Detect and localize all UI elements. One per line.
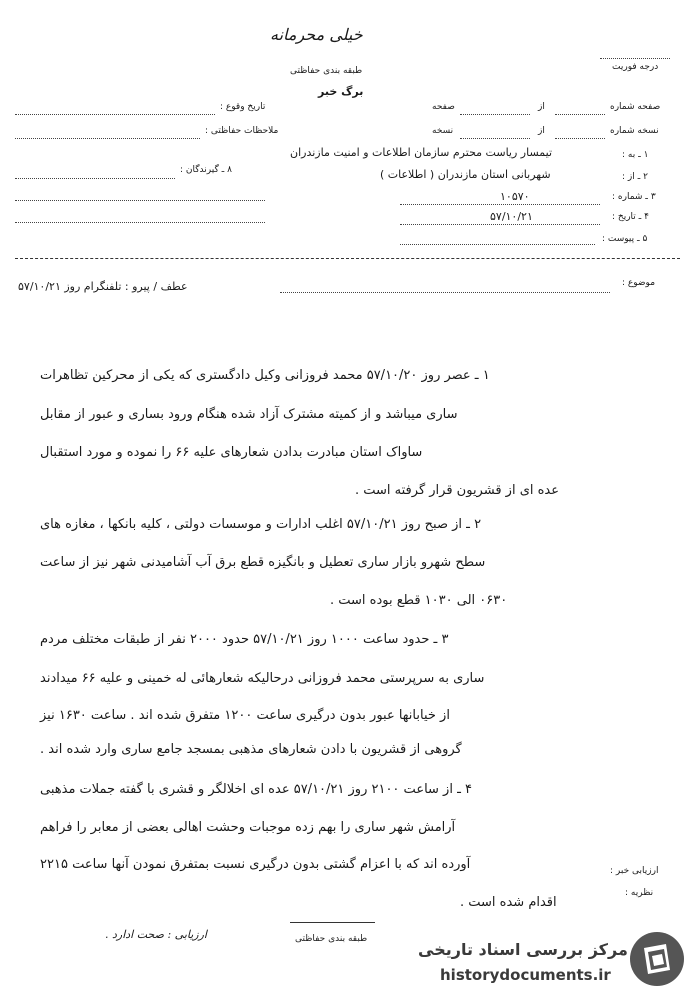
body-line-5: ۲ ـ از صبح روز ۵۷/۱۰/۲۱ اغلب ادارات و موسسات دولتی ، کلیه بانکها ، مغازه های [40, 517, 482, 532]
body-line-3: ساواک استان مبادرت بدادن شعارهای علیه ۶۶ را نموده و مورد استقبال [40, 445, 423, 460]
archive-seal-icon [628, 930, 686, 988]
date-value: ۵۷/۱۰/۲۱ [490, 210, 533, 223]
body-line-7: ۰۶۳۰ الی ۱۰۳۰ قطع بوده است . [330, 593, 508, 608]
header-divider [15, 258, 680, 259]
form-title: برگ خبر [318, 85, 364, 98]
attachment-dots [400, 244, 595, 245]
subject-dots [280, 292, 610, 293]
occurrence-date-dots [15, 114, 215, 115]
evaluation-label: ارزیابی خبر : [610, 866, 659, 876]
body-line-11: گروهی از قشریون با دادن شعارهای مذهبی بمسجد جامع ساری وارد شده اند . [40, 742, 462, 757]
body-line-9: ساری به سرپرستی محمد فروزانی درحالیکه شعارهائی له خمینی و علیه ۶۶ میدادند [40, 671, 485, 686]
security-notes-label: ملاحظات حفاظتی : [205, 126, 279, 136]
copy-unit: نسخه [432, 126, 454, 136]
security-notes-dots [15, 138, 200, 139]
copy-total-dots [460, 138, 530, 139]
classification-top: طبقه بندی حفاظتی [290, 66, 363, 76]
handwritten-top-classification: خیلی محرمانه [270, 25, 363, 44]
attachment-label: ۵ ـ پیوست : [602, 234, 648, 244]
from-label: ۲ ـ از : [622, 172, 648, 182]
body-line-14: آورده اند که با اعزام گشتی بدون درگیری نسبت بمتفرق نمودن آنها ساعت ۲۲۱۵ [40, 857, 471, 872]
body-line-8: ۳ ـ حدود ساعت ۱۰۰۰ روز ۵۷/۱۰/۲۱ حدود ۲۰۰۰ نفر از طبقات مختلف مردم [40, 632, 449, 647]
body-line-2: ساری میباشد و از کمیته مشترک آزاد شده هنگام ورود بساری و عبور از مقابل [40, 407, 458, 422]
copy-number-dots [555, 138, 605, 139]
body-line-15: اقدام شده است . [460, 895, 557, 910]
page-number-label: صفحه شماره [610, 102, 661, 112]
copy-from: از [538, 126, 545, 136]
recipients-label: ۸ ـ گیرندگان : [180, 165, 232, 175]
page-unit: صفحه [432, 102, 455, 112]
occurrence-date-label: تاریخ وقوع : [220, 102, 266, 112]
classification-bottom: طبقه بندی حفاظتی [295, 934, 368, 944]
date-dots [400, 224, 600, 225]
body-line-1: ۱ ـ عصر روز ۵۷/۱۰/۲۰ محمد فروزانی وکیل دادگستری که یکی از محرکین تظاهرات [40, 368, 490, 383]
from-value: شهربانی استان مازندران ( اطلاعات ) [380, 168, 551, 181]
watermark-title: مرکز بررسی اسناد تاریخی [418, 940, 628, 959]
subject-reference: عطف / پیرو : تلفنگرام روز ۵۷/۱۰/۲۱ [18, 280, 188, 293]
body-line-12: ۴ ـ از ساعت ۲۱۰۰ روز ۵۷/۱۰/۲۱ عده ای اخلالگر و قشری با گفته جملات مذهبی [40, 782, 473, 797]
page-number-dots [555, 114, 605, 115]
opinion-label: نظریه : [625, 888, 654, 898]
classification-bottom-rule [290, 922, 375, 923]
page-from: از [538, 102, 545, 112]
body-line-6: سطح شهرو بازار ساری تعطیل و بانگیزه قطع برق آب آشامیدنی شهر نیز از ساعت [40, 555, 486, 570]
body-line-10: از خیابانها عبور بدون درگیری ساعت ۱۲۰۰ متفرق شده اند . ساعت ۱۶۳۰ نیز [40, 708, 450, 723]
page-total-dots [460, 114, 530, 115]
body-line-13: آرامش شهر ساری را بهم زده موجبات وحشت اهالی بعضی از معابر را فراهم [40, 820, 456, 835]
to-label: ۱ ـ به : [622, 150, 649, 160]
watermark-logo [628, 930, 686, 988]
date-label: ۴ ـ تاریخ : [612, 212, 650, 222]
urgency-label: درجه فوریت [612, 62, 659, 72]
recipients-dots-3 [15, 222, 265, 223]
body-line-4: عده ای از قشریون قرار گرفته است . [355, 483, 560, 498]
to-value: تیمسار ریاست محترم سازمان اطلاعات و امنیت مازندران [290, 146, 553, 159]
urgency-underline [600, 58, 670, 59]
subject-label: موضوع : [622, 278, 656, 288]
recipients-dots-2 [15, 200, 265, 201]
evaluation-note: ارزیابی : صحت ادارد . [105, 928, 207, 941]
copy-number-label: نسخه شماره [610, 126, 659, 136]
number-dots [400, 204, 600, 205]
watermark-url: historydocuments.ir [440, 966, 611, 984]
recipients-dots-1 [15, 178, 175, 179]
number-value: ۱۰۵۷۰ [500, 190, 530, 203]
number-label: ۳ ـ شماره : [612, 192, 656, 202]
